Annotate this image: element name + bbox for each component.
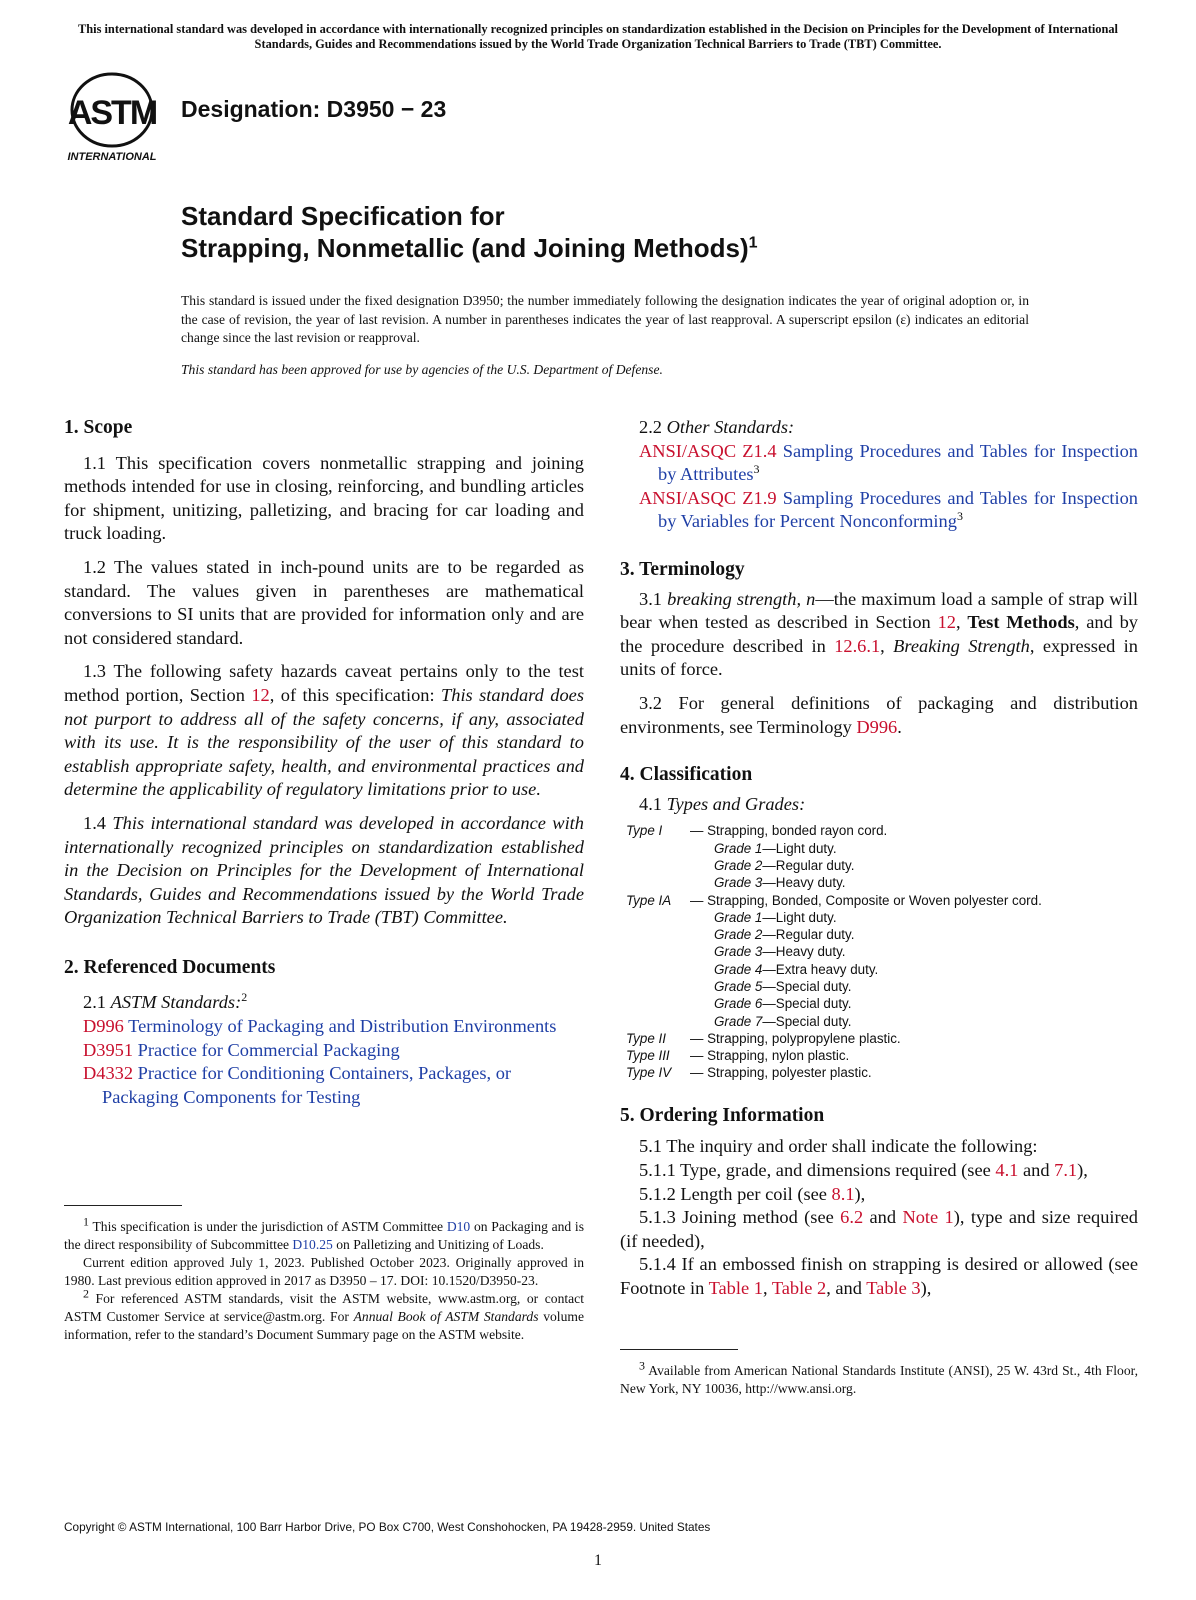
grade-row: Grade 3—Heavy duty. [714, 875, 846, 891]
para-5-1-4: 5.1.4 If an embossed finish on strapping is desired or allowed (see Footnote in Table 1, Table 2, and Table 3), [620, 1254, 1138, 1298]
para-2-1: 2.1 ASTM Standards:$^2$ [83, 990, 248, 1013]
section-12-link[interactable]: 12 [251, 684, 270, 705]
copyright: Copyright © ASTM International, 100 Barr Harbor Drive, PO Box C700, West Conshohocken, PA 19428-2959. United States [64, 1520, 711, 1534]
section-1-heading: 1. Scope [64, 417, 133, 438]
title-line-1: Standard Specification for [181, 201, 505, 231]
page-number: 1 [594, 1552, 602, 1569]
type-row: Type IV — Strapping, polyester plastic. [626, 1065, 872, 1081]
d10-link[interactable]: D10 [446, 1219, 471, 1234]
link-4-1[interactable]: 4.1 [995, 1159, 1019, 1180]
grade-row: Grade 6—Special duty. [714, 996, 852, 1012]
footnotes-left: $^1$ This specification is under the jurisdiction of ASTM Committee D10 on Packaging and is the direct responsibility of Subcommittee D10.25 on Palletizing and Unitizing of Loads. Current edition approved July 1, 2023. Published October 2023. Originally approved in 1980. Last previous edition approved in 2017 as D3950 – 17. DOI: 10.1520/D3950-23. $^2$ For referenced ASTM standards, visit the ASTM website, www.astm.org, or contact ASTM Customer Service at service@astm.org. For Annual Book of ASTM Standards volume information, refer to the standard’s Document Summary page on the ASTM website. [64, 1214, 585, 1342]
para-2-2: 2.2 Other Standards: [639, 417, 795, 437]
para-3-1: 3.1 breaking strength, n—the maximum load a sample of strap will bear when tested as described in Section 12, Test Methods, and by the procedure described in 12.6.1, Breaking Strength, expressed in units of force. [620, 588, 1138, 680]
grade-row: Grade 1—Light duty. [714, 909, 837, 925]
astm-logo [64, 70, 174, 165]
svg-text:INTERNATIONAL: INTERNATIONAL [67, 151, 157, 163]
ref-d996[interactable]: D996 Terminology of Packaging and Distribution Environments [83, 1016, 557, 1037]
grade-row: Grade 5—Special duty. [714, 978, 852, 994]
footnote-rule-left [64, 1205, 182, 1206]
designation: Designation: D3950 − 23 [181, 96, 447, 122]
grade-row: Grade 1—Light duty. [714, 840, 837, 856]
section-3-heading: 3. Terminology [620, 558, 745, 580]
title-line-2: Strapping, Nonmetallic (and Joining Methods)$^1$ [181, 233, 758, 263]
para-1-4: 1.4 This international standard was developed in accordance with internationally recognized principles on standardization established in the Decision on Principles for the Development of International Standards, Guides and Recommendations issued by the World Trade Organization Technical Barriers to Trade (TBT) Committee. [64, 812, 584, 928]
para-3-2: 3.2 For general definitions of packaging and distribution environments, see Terminology D996. [620, 692, 1138, 737]
ref-d4332[interactable]: D4332 Practice for Conditioning Containers, Packages, or Packaging Components for Testing [83, 1063, 512, 1107]
section-12-link-2[interactable]: 12 [937, 612, 956, 633]
type-row: Type II — Strapping, polypropylene plastic. [626, 1030, 901, 1046]
issued-note: This standard is issued under the fixed designation D3950; the number immediately following the designation indicates the year of original adoption or, in the case of revision, the year of last revision. A number in parentheses indicates the year of last reapproval. A superscript epsilon (ε) indicates an editorial change since the last revision or reapproval. [181, 293, 1029, 345]
top-notice: This international standard was developed in accordance with internationally recognized principles on standardization established in the Decision on Principles for the Development of International Standards, Guides and Recommendations issued by the World Trade Organization Technical Barriers to Trade (TBT) Committee. [77, 22, 1119, 51]
section-5-heading: 5. Ordering Information [620, 1104, 825, 1126]
link-6-2[interactable]: 6.2 [840, 1207, 864, 1228]
document-title [181, 200, 758, 264]
section-12-6-1-link[interactable]: 12.6.1 [834, 635, 881, 656]
link-table-2[interactable]: Table 2 [771, 1277, 827, 1298]
ref-z1-4[interactable]: ANSI/ASQC Z1.4 Sampling Procedures and Tables for Inspection by Attributes$^3$ [639, 440, 1138, 485]
link-note-1[interactable]: Note 1 [902, 1207, 954, 1228]
type-row: Type I — Strapping, bonded rayon cord. [626, 823, 888, 839]
left-column [64, 416, 584, 1109]
type-row: Type III — Strapping, nylon plastic. [626, 1048, 850, 1064]
grade-row: Grade 2—Regular duty. [714, 857, 855, 873]
footnote-rule-right [620, 1349, 738, 1350]
para-4-1: 4.1 Types and Grades: [639, 793, 806, 814]
dod-note: This standard has been approved for use by agencies of the U.S. Department of Defense. [181, 362, 663, 377]
types-grades-list [620, 822, 1138, 1081]
section-4-heading: 4. Classification [620, 764, 753, 786]
section-2-heading: 2. Referenced Documents [64, 956, 276, 978]
para-5-1: 5.1 The inquiry and order shall indicate the following: [639, 1136, 1038, 1157]
grade-row: Grade 3—Heavy duty. [714, 944, 846, 960]
para-5-1-1: 5.1.1 Type, grade, and dimensions required (see 4.1 and 7.1), [639, 1159, 1088, 1180]
ref-d3951[interactable]: D3951 Practice for Commercial Packaging [83, 1039, 400, 1060]
ref-z1-9[interactable]: ANSI/ASQC Z1.9 Sampling Procedures and Tables for Inspection by Variables for Percent Nonconforming$^3$ [639, 487, 1138, 532]
right-column [620, 416, 1138, 1301]
grade-row: Grade 2—Regular duty. [714, 927, 855, 943]
link-8-1[interactable]: 8.1 [831, 1183, 855, 1204]
d10-25-link[interactable]: D10.25 [292, 1237, 333, 1252]
para-1-2: 1.2 The values stated in inch-pound units are to be regarded as standard. The values given in parentheses are mathematical conversions to SI units that are provided for information only and are not considered standard. [64, 556, 584, 648]
type-row: Type IA — Strapping, Bonded, Composite or Woven polyester cord. [626, 892, 1042, 908]
link-7-1[interactable]: 7.1 [1054, 1159, 1078, 1180]
para-1-1: 1.1 This specification covers nonmetallic strapping and joining methods intended for use in closing, reinforcing, and bundling articles for shipment, unitizing, palletizing, and bracing for car loading and truck loading. [64, 452, 584, 544]
para-1-3: 1.3 The following safety hazards caveat pertains only to the test method portion, Section 12, of this specification: This standard does not purport to address all of the safety concerns, if any, associated with its use. It is the responsibility of the user of this standard to establish appropriate safety, health, and environmental practices and determine the applicability of regulatory limitations prior to use. [64, 661, 584, 800]
para-5-1-2: 5.1.2 Length per coil (see 8.1), [639, 1183, 866, 1204]
d996-link[interactable]: D996 [856, 716, 898, 737]
link-table-1[interactable]: Table 1 [708, 1277, 763, 1298]
para-5-1-3: 5.1.3 Joining method (see 6.2 and Note 1), type and size required (if needed), [620, 1207, 1138, 1251]
grade-row: Grade 7—Special duty. [714, 1013, 852, 1029]
grade-row: Grade 4—Extra heavy duty. [714, 961, 879, 977]
footnote-right: $^3$ Available from American National Standards Institute (ANSI), 25 W. 43rd St., 4th Floor, New York, NY 10036, http://www.ansi.org. [620, 1358, 1138, 1396]
link-table-3[interactable]: Table 3 [866, 1277, 921, 1298]
svg-text:ASTM: ASTM [67, 94, 157, 132]
